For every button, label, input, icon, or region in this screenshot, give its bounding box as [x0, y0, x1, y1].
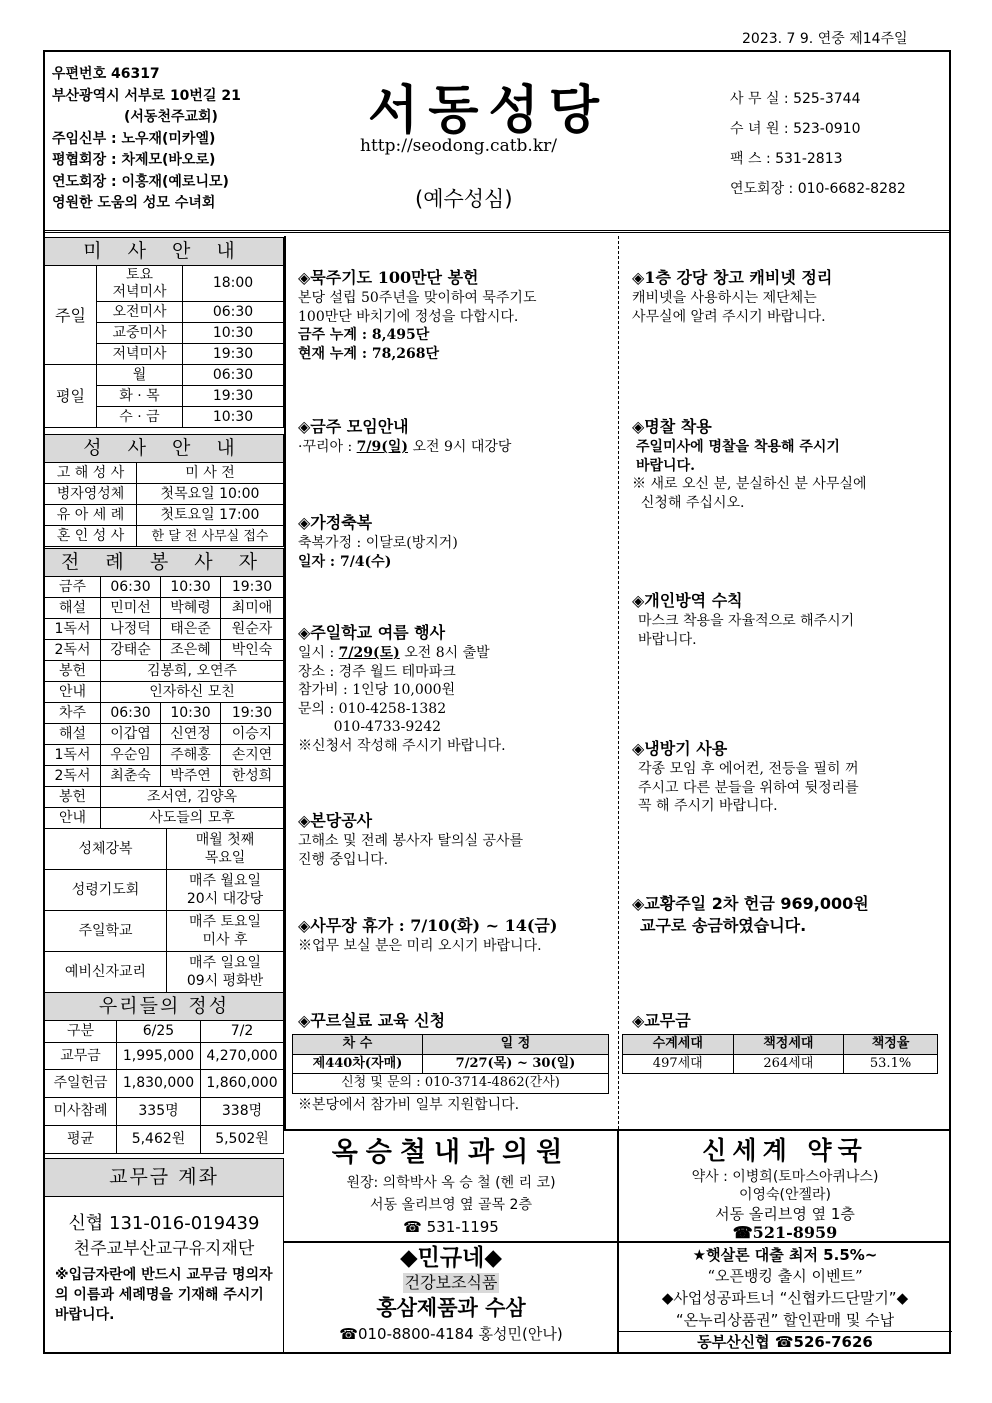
website-link[interactable]: http://seodong.catb.kr/: [360, 136, 557, 156]
notice-line: 주시고 다른 분들을 위하여 뒷정리를: [638, 779, 859, 796]
server-role: 금주: [45, 577, 101, 598]
notice-cursillo: [298, 1010, 616, 1114]
server-cell: 박주연: [161, 766, 221, 787]
notice-heading: ◈명찰 착용: [632, 417, 712, 436]
server-role: 1독서: [45, 619, 101, 640]
mingyu-category: 건강보조식품: [404, 1273, 498, 1292]
notice-line: 신청해 주십시오.: [632, 494, 745, 511]
notice-line: ※신청서 작성해 주시기 바랍니다.: [298, 737, 506, 754]
notice-papal-collection: [632, 893, 944, 937]
mass-name: 저녁미사: [97, 344, 183, 365]
notice-line: 장소 : 경주 월드 테마파크: [298, 663, 456, 680]
notice-heading: ◈사무장 휴가 : 7/10(화) ~ 14(금): [298, 916, 558, 935]
server-cell: 태은준: [161, 619, 221, 640]
server-cell: 19:30: [221, 703, 284, 724]
sacrament-table: [44, 434, 284, 547]
schedule-time: 매주 토요일 미사 후: [167, 911, 284, 952]
prayer-president-phone: 연도회장 : 010-6682-8282: [730, 181, 906, 197]
schedule-time: 매월 첫째 목요일: [167, 829, 284, 870]
notice-heading: ◈개인방역 수칙: [632, 591, 743, 610]
dues-value: 264세대: [733, 1054, 844, 1074]
notice-line: 일자 : 7/4(수): [298, 553, 392, 570]
column-divider: [284, 236, 286, 1129]
offering-value: 5,502원: [201, 1126, 284, 1154]
server-cell: 김봉희, 오연주: [101, 661, 284, 682]
server-cell: 최미애: [221, 598, 284, 619]
offerings-table: [44, 992, 284, 1154]
notice-line: 현재 누계 : 78,268단: [298, 345, 439, 362]
server-cell: 우순임: [101, 745, 161, 766]
mass-day: 월: [97, 365, 183, 386]
notice-heading: ◈묵주기도 100만단 봉헌: [298, 268, 479, 287]
server-role: 봉헌: [45, 787, 101, 808]
server-role: 1독서: [45, 745, 101, 766]
server-cell: 사도들의 모후: [101, 808, 284, 829]
parish-info: [52, 64, 241, 215]
notice-date: 7/9(일): [356, 439, 409, 455]
offering-value: 1,860,000: [201, 1070, 284, 1098]
schedule-time: 매주 일요일 09시 평화반: [167, 952, 284, 993]
credit-card: ◆사업성공파트너 “신협카드단말기”◆: [661, 1289, 909, 1307]
notice-blessing: [298, 512, 616, 571]
clinic-phone: ☎ 531-1195: [403, 1218, 499, 1236]
ad-mingyu: [286, 1243, 616, 1345]
issue-date: 2023. 7 9. 연중 제14주일: [742, 31, 908, 47]
notice-heading: ◈교황주일 2차 헌금 969,000원: [632, 894, 869, 913]
sacrament-name: 고 해 성 사: [45, 463, 137, 484]
ad-clinic: [286, 1134, 616, 1238]
notice-line: 각종 모임 후 에어컨, 전등을 필히 꺼: [638, 761, 859, 777]
pharmacist-2: 이영숙(안젤라): [738, 1187, 832, 1203]
notice-meetings: [298, 416, 616, 457]
convent-phone: 수 녀 원 : 523-0910: [730, 121, 861, 137]
server-cell: 신연정: [161, 724, 221, 745]
office-phone: 사 무 실 : 525-3744: [730, 91, 861, 107]
server-cell: 나정덕: [101, 619, 161, 640]
motto: (예수성심): [415, 187, 513, 211]
sacrament-time: 미 사 전: [137, 463, 284, 484]
server-cell: 원순자: [221, 619, 284, 640]
server-role: 차주: [45, 703, 101, 724]
account-holder: 천주교부산교구유지재단: [73, 1239, 255, 1259]
ads-column-divider: [617, 1129, 619, 1354]
sacrament-name: 혼 인 성 사: [45, 526, 137, 547]
dues-head: 책정율: [844, 1035, 938, 1055]
notice-rosary: [298, 267, 616, 363]
header-divider: [43, 230, 951, 236]
sacrament-name: 유 아 세 례: [45, 505, 137, 526]
offering-label: 평균: [45, 1126, 117, 1154]
weekday-label: 평일: [45, 365, 97, 428]
notice-date: 7/29(토): [338, 645, 400, 661]
server-cell: 강태순: [101, 640, 161, 661]
notice-line: 참가비 : 1인당 10,000원: [298, 682, 456, 698]
notice-line: 010-4733-9242: [298, 719, 442, 735]
sacrament-title: 성 사 안 내: [45, 435, 284, 463]
account-title: 교무금 계좌: [45, 1159, 284, 1197]
notice-sunday-school: [298, 622, 616, 755]
notice-heading: 교구로 송금하였습니다.: [640, 916, 807, 935]
server-role: 안내: [45, 682, 101, 703]
server-cell: 10:30: [161, 703, 221, 724]
ad-pharmacy: [620, 1134, 950, 1242]
mass-time: 10:30: [183, 407, 284, 428]
offering-value: 5,462원: [117, 1126, 201, 1154]
mass-time: 06:30: [183, 302, 284, 323]
sacrament-time: 첫토요일 17:00: [137, 505, 284, 526]
mass-name: 토요 저녁미사: [97, 266, 183, 302]
clinic-address: 서동 올리브영 옆 골목 2층: [370, 1197, 532, 1213]
sacrament-time: 한 달 전 사무실 접수: [137, 526, 284, 547]
notice-heading: ◈교무금: [632, 1011, 691, 1030]
offering-head: 7/2: [201, 1021, 284, 1043]
mass-title: 미 사 안 내: [45, 238, 284, 266]
mass-name: 오전미사: [97, 302, 183, 323]
cursillo-head: 일 정: [423, 1035, 609, 1055]
offering-value: 1,830,000: [117, 1070, 201, 1098]
pastor: 주임신부 : 노우재(미카엘): [52, 130, 216, 147]
notice-line: 바랍니다.: [636, 457, 695, 474]
dues-value: 497세대: [623, 1054, 734, 1074]
address: 부산광역시 서부로 10번길 21: [52, 87, 241, 104]
schedule-name: 주일학교: [45, 911, 167, 952]
schedule-name: 성령기도회: [45, 870, 167, 911]
sisters: 영원한 도움의 성모 수녀회: [52, 195, 216, 211]
notice-nametag: [632, 416, 944, 512]
mass-name: 교중미사: [97, 323, 183, 344]
notice-quarantine: [632, 590, 944, 649]
notice-heading: ◈가정축복: [298, 513, 373, 532]
server-cell: 주해홍: [161, 745, 221, 766]
clinic-name: 옥승철내과의원: [331, 1137, 571, 1168]
offering-head: 구분: [45, 1021, 117, 1043]
sacrament-name: 병자영성체: [45, 484, 137, 505]
notice-heading: ◈본당공사: [298, 811, 373, 830]
schedule-name: 예비신자교리: [45, 952, 167, 993]
mass-time: 19:30: [183, 344, 284, 365]
credit-voucher: “온누리상품권” 할인판매 및 수납: [675, 1311, 895, 1329]
notice-line: ※ 새로 오신 분, 분실하신 분 사무실에: [632, 476, 867, 492]
notice-heading: ◈1층 강당 창고 캐비넷 정리: [632, 268, 833, 287]
mass-time: 19:30: [183, 386, 284, 407]
mingyu-products: 홍삼제품과 수삼: [376, 1295, 526, 1320]
server-cell: 06:30: [101, 703, 161, 724]
sunday-label: 주일: [45, 266, 97, 365]
contact-info: [730, 84, 906, 204]
notice-line: 고해소 및 전례 봉사자 탈의실 공사를: [298, 833, 524, 849]
prayer-president: 연도회장 : 이홍재(예로니모): [52, 173, 229, 190]
notice-line: 바랍니다.: [638, 631, 697, 648]
server-cell: 한성희: [221, 766, 284, 787]
offering-value: 338명: [201, 1098, 284, 1126]
server-cell: 조은혜: [161, 640, 221, 661]
dues-head: 수계세대: [623, 1035, 734, 1055]
notice-line: 축복가정 : 이달로(방지거): [298, 535, 458, 551]
server-role: 2독서: [45, 766, 101, 787]
account-body: [45, 1197, 284, 1353]
credit-contact: 동부산신협 ☎526-7626: [618, 1331, 952, 1352]
server-cell: 이갑엽: [101, 724, 161, 745]
server-role: 안내: [45, 808, 101, 829]
notice-heading: ◈주일학교 여름 행사: [298, 623, 446, 642]
account-table: [44, 1158, 284, 1353]
mingyu-phone: ☎010-8800-4184 홍성민(안나): [339, 1325, 563, 1343]
credit-loan: ★햇살론 대출 최저 5.5%~: [692, 1246, 878, 1264]
server-role: 봉헌: [45, 661, 101, 682]
notice-line: 일시 :: [298, 645, 339, 661]
notice-line: 사무실에 알려 주시기 바랍니다.: [632, 308, 826, 325]
dues-value: 53.1%: [844, 1054, 938, 1074]
notice-line: 캐비넷을 사용하시는 제단체는: [632, 290, 817, 306]
notice-aircon: [632, 738, 944, 816]
dues-head: 책정세대: [733, 1035, 844, 1055]
pharmacy-phone: ☎521-8959: [732, 1223, 838, 1242]
offering-label: 주일헌금: [45, 1070, 117, 1098]
notice-line: 100만단 바치기에 정성을 다합시다.: [298, 308, 519, 325]
server-cell: 최춘숙: [101, 766, 161, 787]
council-president: 평협회장 : 차제모(바오로): [52, 152, 216, 168]
notice-line: 주일미사에 명찰을 착용해 주시기: [636, 439, 840, 455]
server-cell: 19:30: [221, 577, 284, 598]
notice-heading: ◈냉방기 사용: [632, 739, 728, 758]
offering-value: 335명: [117, 1098, 201, 1126]
server-cell: 손지연: [221, 745, 284, 766]
pharmacy-name: 신세계 약국: [702, 1136, 868, 1165]
page-title: 서동성당: [368, 81, 609, 141]
mass-table: [44, 237, 284, 428]
credit-event: “오픈뱅킹 출시 이벤트”: [707, 1267, 863, 1285]
notice-vacation: [298, 915, 616, 956]
server-role: 해설: [45, 598, 101, 619]
server-role: 2독서: [45, 640, 101, 661]
notice-line: 오전 9시 대강당: [408, 439, 512, 455]
schedule-time: 매주 월요일 20시 대강당: [167, 870, 284, 911]
clinic-director: 원장: 의학박사 옥 승 철 (헨 리 코): [346, 1175, 556, 1191]
cursillo-contact: 신청 및 문의 : 010-3714-4862(간사): [293, 1074, 609, 1094]
cursillo-table: [292, 1034, 609, 1094]
offering-value: 1,995,000: [117, 1043, 201, 1070]
server-cell: 이승지: [221, 724, 284, 745]
mass-time: 06:30: [183, 365, 284, 386]
cursillo-session: 제440차(자매): [293, 1054, 423, 1074]
cursillo-head: 차 수: [293, 1035, 423, 1055]
offering-label: 미사참례: [45, 1098, 117, 1126]
column-divider: [618, 236, 619, 1129]
mass-time: 10:30: [183, 323, 284, 344]
notice-line: 문의 : 010-4258-1382: [298, 700, 447, 717]
notice-line: ·꾸리아 :: [298, 439, 357, 455]
notice-heading: ◈꾸르실료 교육 신청: [298, 1011, 446, 1030]
notice-line: 마스크 착용을 자율적으로 해주시기: [638, 613, 855, 629]
servers-table: [44, 548, 284, 829]
server-cell: 조서연, 김양옥: [101, 787, 284, 808]
notice-line: 오전 8시 출발: [399, 645, 490, 661]
notice-line: 금주 누계 : 8,495단: [298, 327, 430, 343]
offering-label: 교무금: [45, 1043, 117, 1070]
server-cell: 06:30: [101, 577, 161, 598]
church-name: (서동천주교회): [124, 109, 218, 125]
notice-construction: [298, 810, 616, 869]
servers-title: 전 례 봉 사 자: [45, 549, 284, 577]
schedule-table: [44, 828, 284, 993]
offerings-title: 우리들의 정성: [45, 993, 284, 1021]
sacrament-time: 첫목요일 10:00: [137, 484, 284, 505]
notice-heading: ◈금주 모임안내: [298, 417, 409, 436]
ad-credit-union: [620, 1244, 950, 1352]
offering-value: 4,270,000: [201, 1043, 284, 1070]
schedule-name: 성체강복: [45, 829, 167, 870]
notice-cabinet: [632, 267, 944, 326]
mingyu-name: ◆민규네◆: [399, 1245, 503, 1271]
account-note: ※입금자란에 반드시 교무금 명의자의 이름과 세례명을 기재해 주시기 바랍니다.: [55, 1267, 273, 1323]
server-cell: 박혜령: [161, 598, 221, 619]
notice-line: 꼭 해 주시기 바랍니다.: [638, 798, 778, 814]
postal-code: 우편번호 46317: [52, 66, 160, 82]
notice-line: 진행 중입니다.: [298, 851, 389, 868]
notice-line: ※업무 보실 분은 미리 오시기 바랍니다.: [298, 938, 542, 954]
server-cell: 민미선: [101, 598, 161, 619]
mass-time: 18:00: [183, 266, 284, 302]
server-role: 해설: [45, 724, 101, 745]
notice-dues: [632, 1010, 944, 1074]
notice-line: 본당 설립 50주년을 맞이하여 묵주기도: [298, 290, 537, 306]
pharmacy-address: 서동 올리브영 옆 1층: [715, 1205, 855, 1223]
mass-day: 수 · 금: [97, 407, 183, 428]
fax: 팩 스 : 531-2813: [730, 151, 843, 167]
server-cell: 인자하신 모친: [101, 682, 284, 703]
offering-head: 6/25: [117, 1021, 201, 1043]
server-cell: 박인숙: [221, 640, 284, 661]
server-cell: 10:30: [161, 577, 221, 598]
dues-table: [622, 1034, 938, 1074]
notice-line: ※본당에서 참가비 일부 지원합니다.: [298, 1096, 520, 1113]
mass-day: 화 · 목: [97, 386, 183, 407]
cursillo-dates: 7/27(목) ~ 30(일): [423, 1054, 609, 1074]
account-number: 신협 131-016-019439: [68, 1213, 260, 1234]
pharmacist-1: 약사 : 이병희(토마스아퀴나스): [691, 1169, 879, 1185]
